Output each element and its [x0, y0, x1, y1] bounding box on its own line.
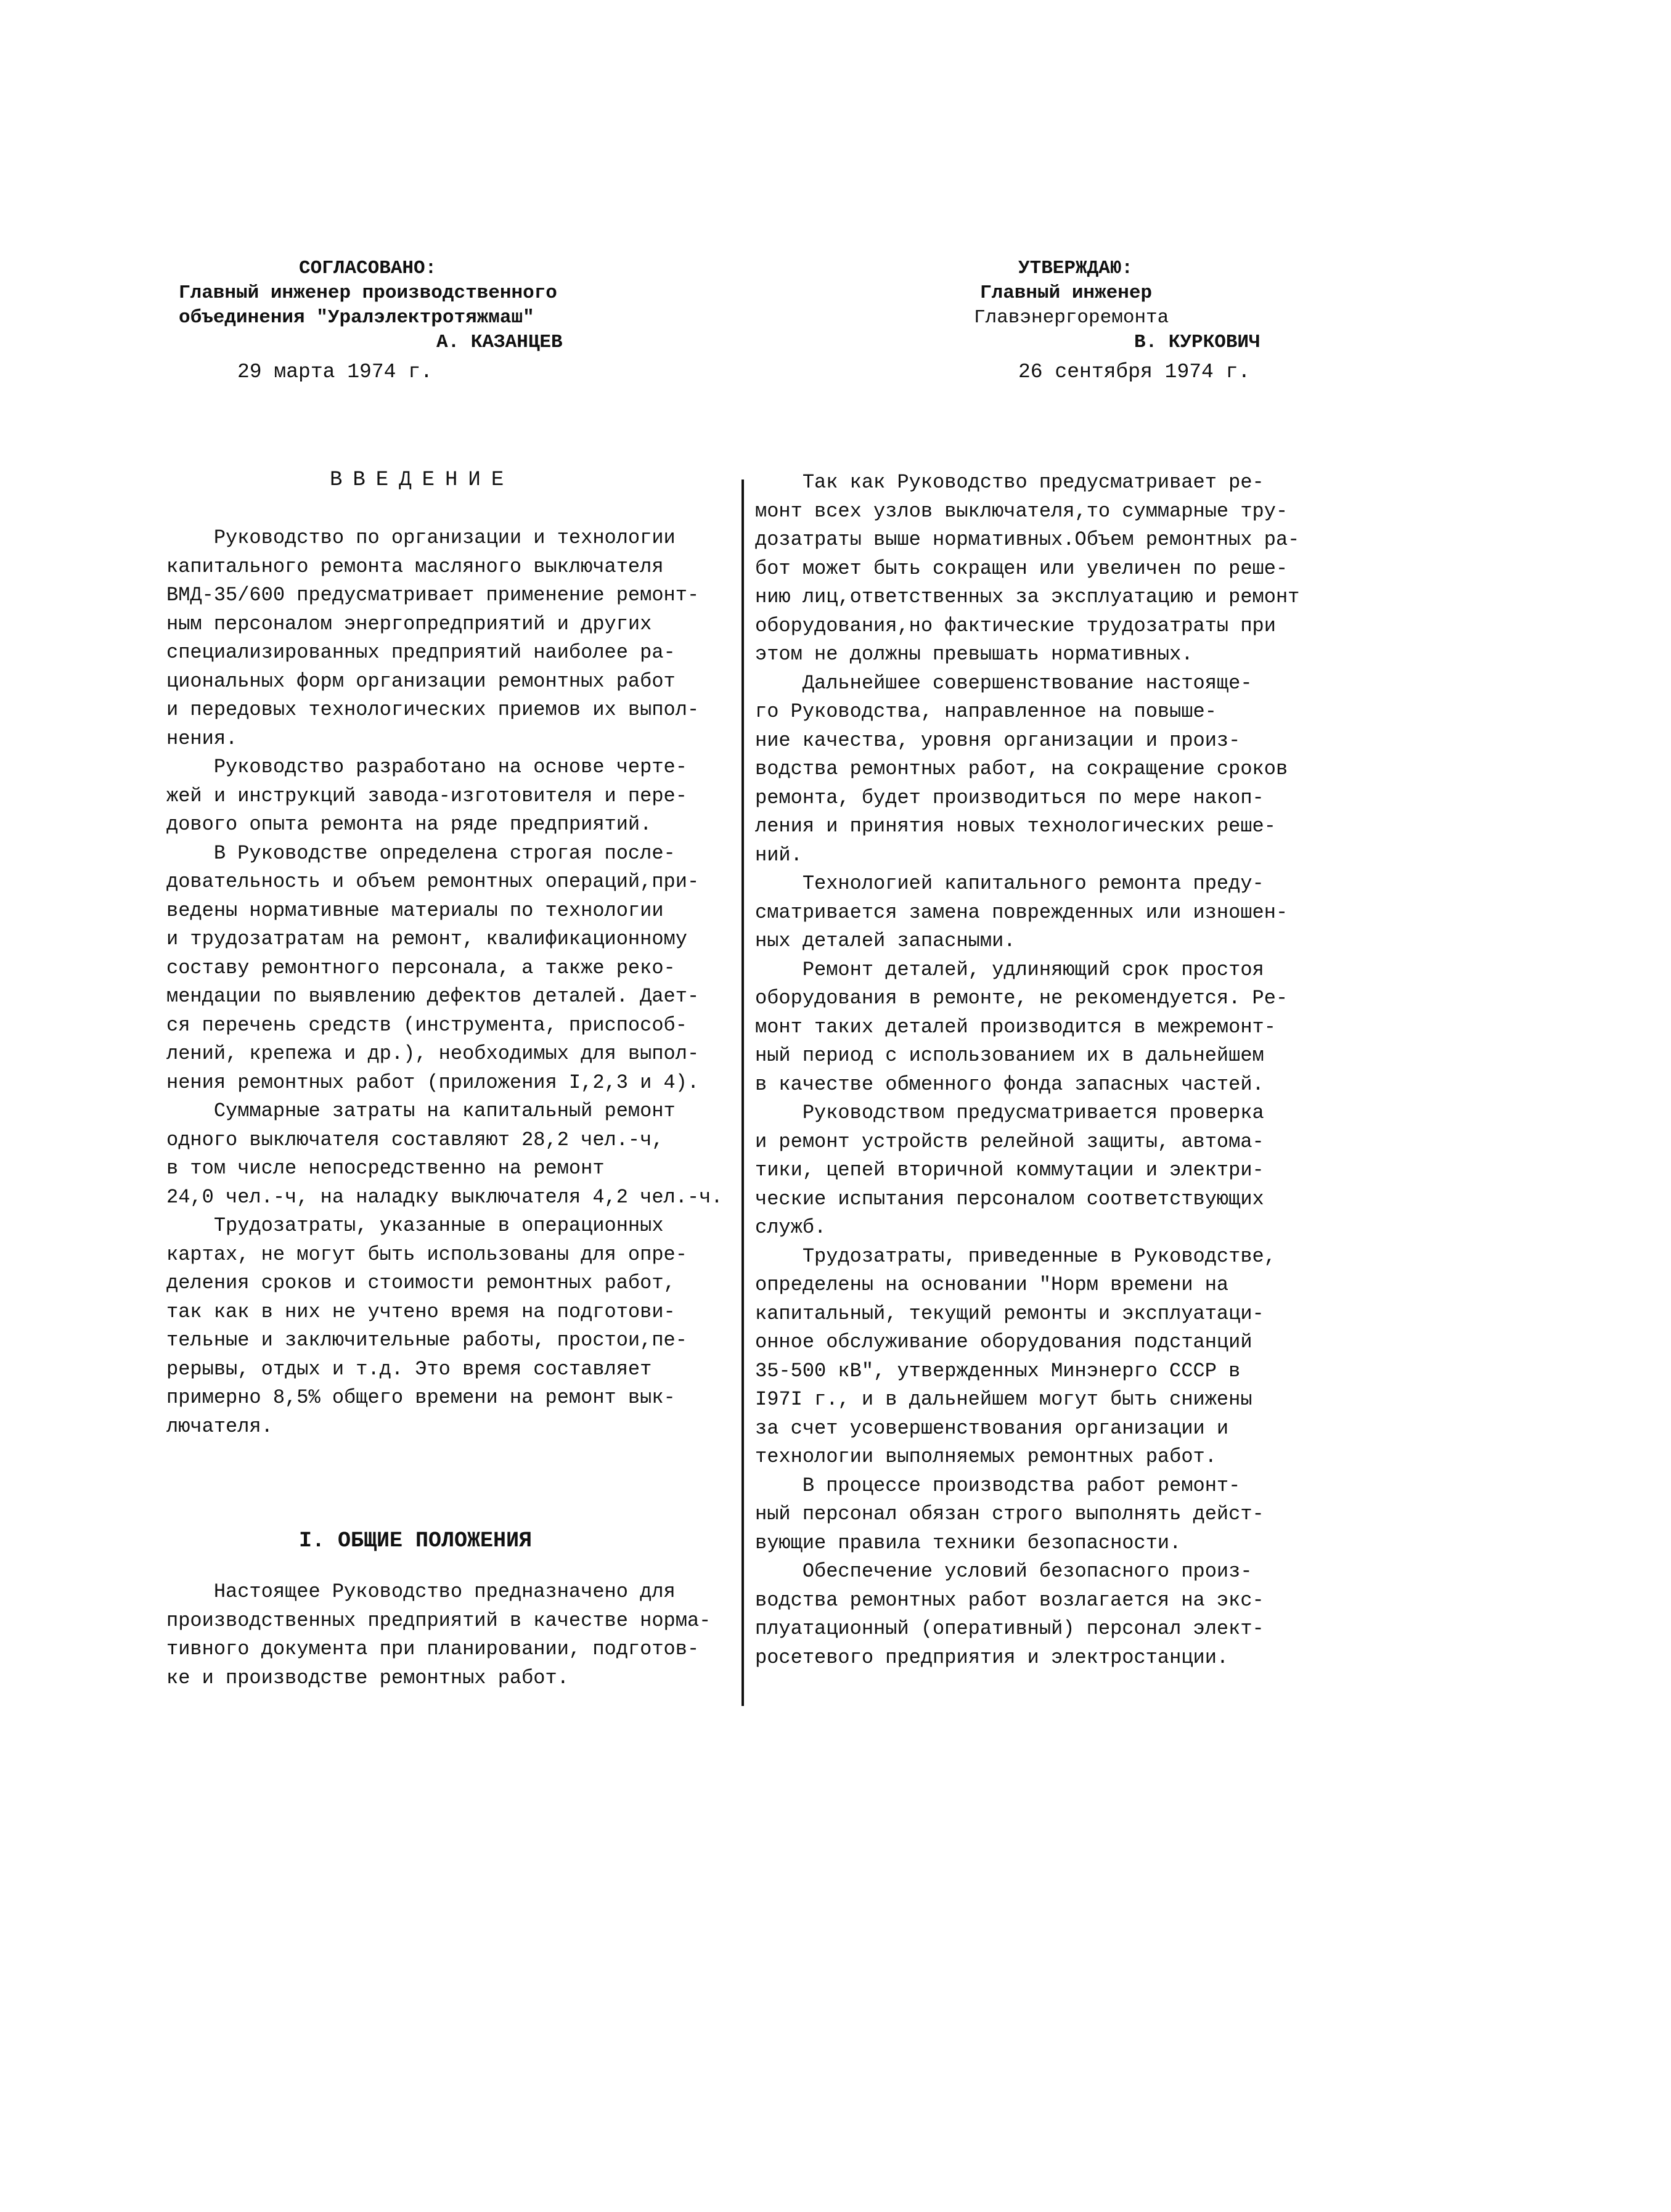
text-line: онное обслуживание оборудования подстанций [755, 1331, 1252, 1353]
text-line: жей и инструкций завода-изготовителя и пере- [166, 784, 687, 807]
text-line: капитальный, текущий ремонты и эксплуатаци- [755, 1302, 1264, 1325]
text-line: одного выключателя составляют 28,2 чел.-ч, [166, 1128, 664, 1151]
text-line: ведены нормативные материалы по технологии [166, 899, 664, 922]
text-line: тивного документа при планировании, подготов- [166, 1638, 700, 1660]
text-line: оборудования,но фактические трудозатраты при [755, 614, 1276, 637]
text-line: го Руководства, направленное на повыше- [755, 700, 1217, 723]
text-line: довательность и объем ремонтных операций,при- [166, 870, 700, 893]
text-line: бот может быть сокращен или увеличен по реше- [755, 557, 1288, 580]
text-line: за счет усовершенствования организации и [755, 1416, 1229, 1440]
text-line: 24,0 чел.-ч, на наладку выключателя 4,2 чел.-ч. [166, 1185, 723, 1209]
text-line: монт всех узлов выключателя,то суммарные тру- [755, 499, 1288, 523]
text-line: тельные и заключительные работы, простои,пе- [166, 1329, 687, 1352]
text-line: В Руководстве определена строгая после- [166, 841, 676, 865]
text-line: специализированных предприятий наиболее ра- [166, 641, 676, 664]
text-line: ние качества, уровня организации и произ- [755, 728, 1241, 752]
column-divider [742, 480, 744, 1706]
text-line: дозатраты выше нормативных.Объем ремонтных ра- [755, 528, 1300, 551]
text-line: нения. [166, 727, 238, 750]
text-line: ке и производстве ремонтных работ. [166, 1666, 569, 1689]
approval-left-label: СОГЛАСОВАНО: [299, 258, 437, 279]
approval-right-date: 26 сентября 1974 г. [1018, 361, 1251, 383]
intro-title: ВВЕДЕНИЕ [330, 468, 515, 492]
right-column [755, 468, 1299, 1672]
text-line: Ремонт деталей, удлиняющий срок простоя [755, 958, 1264, 981]
text-line: так как в них не учтено время на подготови- [166, 1300, 676, 1323]
text-line: Трудозатраты, указанные в операционных [166, 1214, 664, 1237]
approval-left-position: Главный инженер производственного [179, 282, 557, 304]
text-line: циональных форм организации ремонтных работ [166, 669, 676, 693]
text-line: деления сроков и стоимости ремонтных работ, [166, 1271, 676, 1294]
text-line: нию лиц,ответственных за эксплуатацию и ремонт [755, 586, 1300, 608]
approval-left-date: 29 марта 1974 г. [237, 361, 433, 383]
text-line: в качестве обменного фонда запасных частей. [755, 1072, 1264, 1096]
text-line: оборудования в ремонте, не рекомендуется. Ре- [755, 987, 1288, 1010]
text-line: плуатационный (оперативный) персонал элект- [755, 1617, 1264, 1640]
text-line: ний. [755, 843, 803, 867]
left-column [166, 524, 723, 1441]
text-line: ных деталей запасными. [755, 929, 1016, 952]
text-line: Дальнейшее совершенствование настояще- [755, 671, 1252, 695]
text-line: ческие испытания персоналом соответствующих [755, 1187, 1264, 1210]
text-line: ся перечень средств (инструмента, приспособ- [166, 1013, 687, 1037]
text-line: ВМД-35/600 предусматривает применение ремонт- [166, 584, 700, 606]
approval-left [179, 259, 563, 357]
text-line: монт таких деталей производится в межремонт- [755, 1015, 1276, 1039]
text-line: составу ремонтного персонала, а также реко- [166, 956, 676, 979]
approval-right-label: УТВЕРЖДАЮ: [1018, 258, 1134, 279]
text-line: производственных предприятий в качестве норма- [166, 1609, 711, 1632]
text-line: дового опыта ремонта на ряде предприятий. [166, 813, 652, 836]
text-line: и передовых технологических приемов их выпол- [166, 698, 700, 721]
approval-right-organization: Главэнергоремонта [974, 307, 1169, 329]
text-line: примерно 8,5% общего времени на ремонт вык- [166, 1386, 676, 1409]
text-line: ный персонал обязан строго выполнять дейст- [755, 1503, 1264, 1525]
text-line: росетевого предприятия и электростанции. [755, 1646, 1229, 1669]
section-text [166, 1578, 711, 1692]
text-line: сматривается замена поврежденных или изношен- [755, 900, 1288, 924]
text-line: в том числе непосредственно на ремонт [166, 1157, 605, 1180]
text-line: нения ремонтных работ (приложения I,2,3 и 4). [166, 1071, 700, 1094]
text-line: Суммарные затраты на капитальный ремонт [166, 1100, 676, 1122]
text-line: водства ремонтных работ, на сокращение сроков [755, 757, 1288, 780]
text-line: тики, цепей вторичной коммутации и электри- [755, 1159, 1264, 1182]
approval-right-signer: В. КУРКОВИЧ [1134, 332, 1260, 353]
text-line: Трудозатраты, приведенные в Руководстве, [755, 1244, 1276, 1268]
text-line: и трудозатратам на ремонт, квалификационному [166, 928, 687, 950]
text-line: 35-500 кВ", утвержденных Минэнерго СССР в [755, 1359, 1241, 1382]
text-line: лючателя. [166, 1414, 273, 1438]
approval-right [974, 259, 1260, 357]
text-line: вующие правила техники безопасности. [755, 1531, 1182, 1554]
text-line: Так как Руководство предусматривает ре- [755, 471, 1264, 494]
approval-left-signer: А. КАЗАНЦЕВ [436, 332, 563, 353]
text-line: мендации по выявлению дефектов деталей. Дает- [166, 985, 700, 1008]
text-line: I97I г., и в дальнейшем могут быть снижены [755, 1388, 1252, 1411]
text-line: водства ремонтных работ возлагается на экс- [755, 1588, 1264, 1612]
text-line: ремонта, будет производиться по мере накоп- [755, 786, 1264, 809]
approval-right-position: Главный инженер [980, 282, 1153, 304]
text-line: лений, крепежа и др.), необходимых для выпол- [166, 1042, 700, 1065]
section-title: I. ОБЩИЕ ПОЛОЖЕНИЯ [299, 1528, 533, 1553]
text-line: Руководство по организации и технологии [166, 526, 676, 549]
text-line: технологии выполняемых ремонтных работ. [755, 1445, 1217, 1468]
text-line: ный период с использованием их в дальнейшем [755, 1044, 1264, 1067]
text-line: Обеспечение условий безопасного произ- [755, 1560, 1252, 1583]
text-line: В процессе производства работ ремонт- [755, 1474, 1241, 1497]
text-line: Руководством предусматривается проверка [755, 1101, 1264, 1124]
text-line: ления и принятия новых технологических реше- [755, 815, 1276, 838]
text-line: служб. [755, 1216, 827, 1239]
text-line: Руководство разработано на основе черте- [166, 756, 687, 778]
text-line: Технологией капитального ремонта преду- [755, 872, 1264, 895]
text-line: ным персоналом энергопредприятий и других [166, 612, 652, 635]
text-line: капитального ремонта масляного выключателя [166, 555, 664, 578]
text-line: картах, не могут быть использованы для опре- [166, 1243, 687, 1266]
approval-left-organization: объединения "Уралэлектротяжмаш" [179, 307, 534, 329]
text-line: рерывы, отдых и т.д. Это время составляет [166, 1357, 652, 1381]
text-line: определены на основании "Норм времени на [755, 1273, 1229, 1296]
text-line: Настоящее Руководство предназначено для [166, 1580, 676, 1603]
text-line: и ремонт устройств релейной защиты, автома- [755, 1130, 1264, 1153]
text-line: этом не должны превышать нормативных. [755, 643, 1193, 666]
